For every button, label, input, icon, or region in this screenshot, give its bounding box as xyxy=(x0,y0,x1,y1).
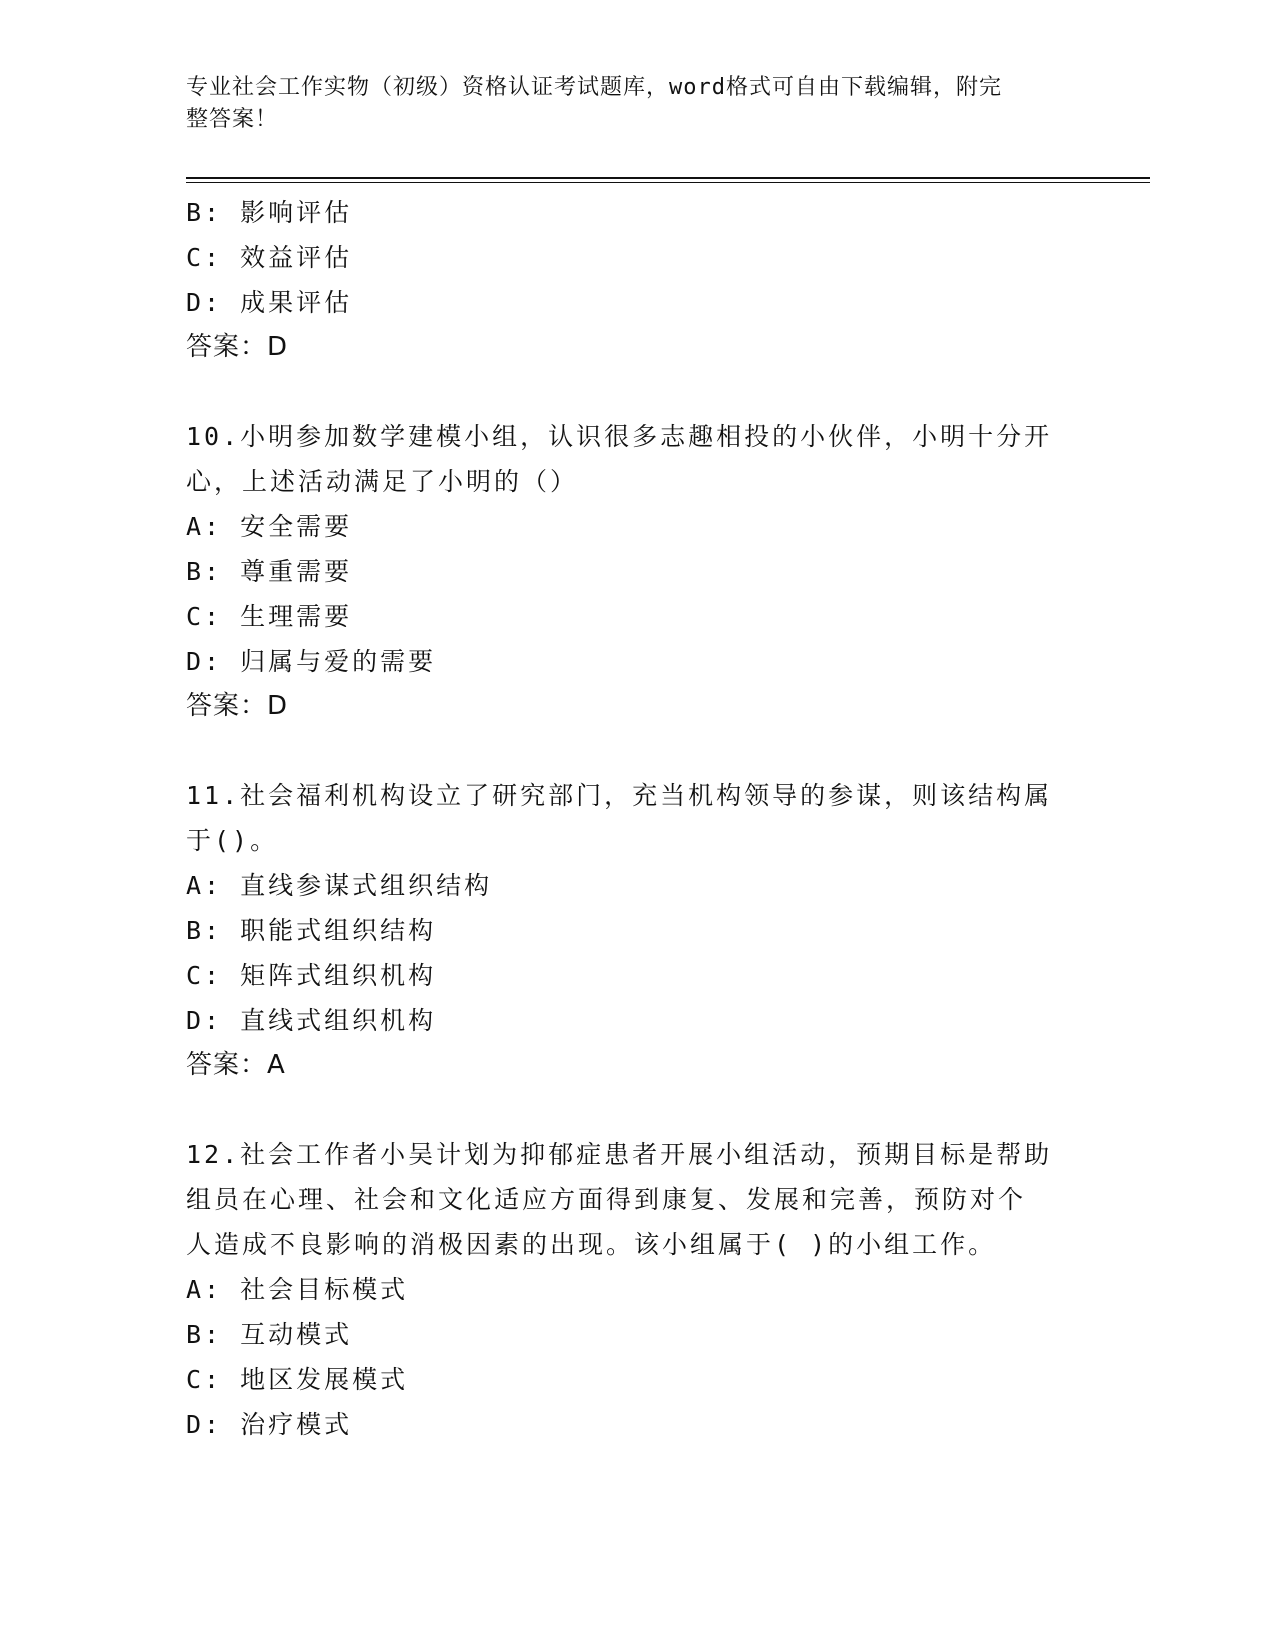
option-c: C: 生理需要 xyxy=(186,602,353,631)
question-stem-line: 组员在心理、社会和文化适应方面得到康复、发展和完善，预防对个 xyxy=(186,1185,1027,1214)
option-a: A: 直线参谋式组织结构 xyxy=(186,871,493,900)
question-stem-line: 于()。 xyxy=(186,826,279,855)
question-9-tail xyxy=(186,190,1086,370)
question-stem-line: 心，上述活动满足了小明的（） xyxy=(186,467,579,496)
header-divider-thick xyxy=(186,177,1150,179)
spacer xyxy=(186,1088,1086,1132)
question-stem-line: 10.小明参加数学建模小组，认识很多志趣相投的小伙伴，小明十分开 xyxy=(186,422,1053,451)
question-12 xyxy=(186,1132,1086,1447)
option-b: B: 尊重需要 xyxy=(186,557,353,586)
option-a: A: 安全需要 xyxy=(186,512,353,541)
option-b: B: 互动模式 xyxy=(186,1320,353,1349)
option-a: A: 社会目标模式 xyxy=(186,1275,409,1304)
option-c: C: 矩阵式组织机构 xyxy=(186,961,437,990)
option-b: B: 职能式组织结构 xyxy=(186,916,437,945)
question-stem-line: 11.社会福利机构设立了研究部门，充当机构领导的参谋，则该结构属 xyxy=(186,781,1053,810)
option-d: D: 成果评估 xyxy=(186,288,353,317)
question-11 xyxy=(186,773,1086,1088)
question-stem-line: 人造成不良影响的消极因素的出现。该小组属于( )的小组工作。 xyxy=(186,1230,997,1259)
question-list xyxy=(186,190,1086,1447)
question-10 xyxy=(186,414,1086,729)
answer: 答案：A xyxy=(186,1050,286,1080)
document-header xyxy=(186,72,1066,136)
option-c: C: 地区发展模式 xyxy=(186,1365,409,1394)
option-d: D: 直线式组织机构 xyxy=(186,1006,437,1035)
spacer xyxy=(186,729,1086,773)
header-line-2: 整答案！ xyxy=(186,107,279,132)
header-divider-thin xyxy=(186,182,1150,183)
answer: 答案：D xyxy=(186,691,289,721)
question-stem-line: 12.社会工作者小吴计划为抑郁症患者开展小组活动，预期目标是帮助 xyxy=(186,1140,1053,1169)
spacer xyxy=(186,370,1086,414)
option-b: B: 影响评估 xyxy=(186,198,353,227)
header-line-1: 专业社会工作实物（初级）资格认证考试题库，word格式可自由下载编辑，附完 xyxy=(186,75,1002,100)
answer: 答案：D xyxy=(186,332,289,362)
option-d: D: 归属与爱的需要 xyxy=(186,647,437,676)
option-c: C: 效益评估 xyxy=(186,243,353,272)
option-d: D: 治疗模式 xyxy=(186,1410,353,1439)
